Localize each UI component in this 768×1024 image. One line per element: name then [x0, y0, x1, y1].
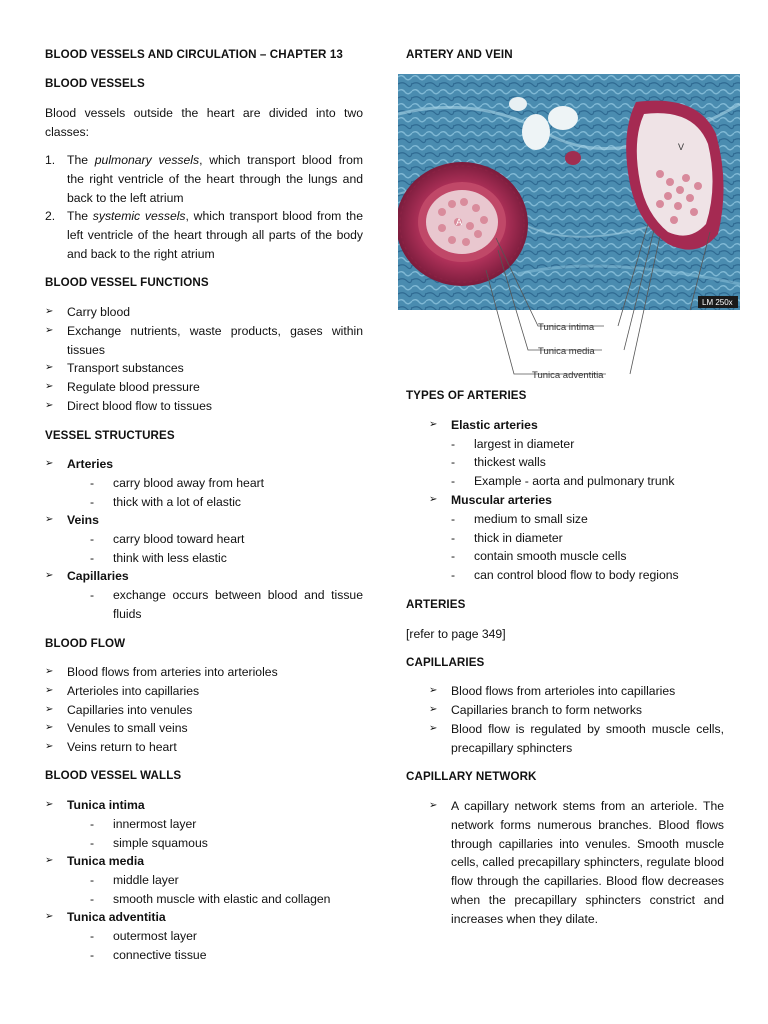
- arrow-bullet-icon: ➢: [429, 800, 438, 811]
- dash-bullet: -: [451, 474, 456, 488]
- sub-item-text: Example - aorta and pulmonary trunk: [474, 474, 675, 488]
- arrow-bullet-icon: ➢: [45, 325, 54, 336]
- list-item-text: Veins return to heart: [67, 740, 177, 754]
- dash-bullet: -: [90, 836, 95, 850]
- callout-tunica-media: Tunica media: [538, 346, 595, 357]
- list-item-text: Capillaries branch to form networks: [451, 703, 643, 717]
- group-tunica-intima: [45, 796, 363, 815]
- heading-artery-and-vein: ARTERY AND VEIN: [406, 48, 513, 61]
- sub-item-text: largest in diameter: [474, 437, 575, 451]
- term-pulmonary-vessels: pulmonary vessels: [94, 153, 200, 167]
- heading-capillaries: CAPILLARIES: [406, 656, 485, 669]
- arrow-bullet-icon: ➢: [45, 458, 54, 469]
- list-item-text: Carry blood: [67, 305, 130, 319]
- dash-bullet: -: [451, 549, 456, 563]
- dash-bullet: -: [451, 531, 456, 545]
- arrow-bullet-icon: ➢: [429, 723, 438, 734]
- dash-bullet: -: [90, 873, 95, 887]
- arrow-bullet-icon: ➢: [45, 666, 54, 677]
- list-item-text: Capillaries into venules: [67, 703, 193, 717]
- list-item-text: Regulate blood pressure: [67, 380, 200, 394]
- list-item: [45, 303, 363, 322]
- sub-item: [90, 890, 363, 909]
- list-item-systemic: [45, 207, 363, 263]
- sub-item-text: exchange occurs between blood and tissue fluids: [113, 588, 363, 621]
- arrow-bullet-icon: ➢: [45, 381, 54, 392]
- sub-item-text: thick with a lot of elastic: [113, 495, 242, 509]
- list-item: [429, 701, 724, 720]
- vein-label: V: [678, 142, 685, 152]
- arrow-bullet-icon: ➢: [429, 685, 438, 696]
- sub-item-text: carry blood toward heart: [113, 532, 245, 546]
- sub-item-text: outermost layer: [113, 929, 197, 943]
- sub-item-text: connective tissue: [113, 948, 207, 962]
- dash-bullet: -: [90, 588, 95, 602]
- sub-item: [90, 834, 363, 853]
- arrow-bullet-icon: ➢: [45, 514, 54, 525]
- group-muscular-arteries: [429, 491, 724, 510]
- sub-item: [90, 871, 363, 890]
- group-capillaries: [45, 567, 363, 586]
- dash-bullet: -: [90, 948, 95, 962]
- sub-item: [451, 547, 724, 566]
- group-label: Elastic arteries: [451, 418, 538, 432]
- list-item-text: Venules to small veins: [67, 721, 188, 735]
- list-item: [45, 719, 363, 738]
- artery-label: A: [456, 217, 463, 227]
- list-item-text: Arterioles into capillaries: [67, 684, 200, 698]
- term-systemic-vessels: systemic vessels: [92, 209, 186, 223]
- arrow-bullet-icon: ➢: [45, 704, 54, 715]
- arrow-bullet-icon: ➢: [45, 911, 54, 922]
- dash-bullet: -: [451, 568, 456, 582]
- arrow-bullet-icon: ➢: [45, 400, 54, 411]
- group-label: Veins: [67, 513, 99, 527]
- list-item: [429, 682, 724, 701]
- arrow-bullet-icon: ➢: [45, 306, 54, 317]
- list-item: [45, 738, 363, 757]
- document-title: BLOOD VESSELS AND CIRCULATION – CHAPTER 13: [45, 48, 343, 61]
- group-label: Tunica media: [67, 854, 144, 868]
- blood-vessels-intro: Blood vessels outside the heart are divided into two classes:: [45, 106, 363, 139]
- list-item: [45, 701, 363, 720]
- dash-bullet: -: [90, 929, 95, 943]
- sub-item-text: contain smooth muscle cells: [474, 549, 627, 563]
- sub-item: [90, 946, 363, 965]
- paragraph-text: A capillary network stems from an arteriole. The network forms numerous branches. Blood flows through capillaries into venules. Smooth muscle cells, called precapillary sphincters, regulate blood flow through the capillaries. Blood flow decreases when the precapillary sphincters constrict and increases when they dilate.: [451, 799, 724, 926]
- sub-item: [90, 586, 363, 624]
- text-fragment: , which transport blood from the left ventricle of the heart through all parts of the body and back to the right atrium: [67, 209, 363, 261]
- arrow-bullet-icon: ➢: [45, 855, 54, 866]
- arrow-bullet-icon: ➢: [429, 419, 438, 430]
- arrow-bullet-icon: ➢: [429, 704, 438, 715]
- group-label: Arteries: [67, 457, 114, 471]
- list-item: [45, 322, 363, 360]
- heading-functions: BLOOD VESSEL FUNCTIONS: [45, 276, 209, 289]
- list-item: [45, 397, 363, 416]
- heading-vessel-structures: VESSEL STRUCTURES: [45, 429, 175, 442]
- sub-item: [451, 472, 724, 491]
- dash-bullet: -: [451, 455, 456, 469]
- list-item: [45, 663, 363, 682]
- text-fragment: , which transport blood from the right ventricle of the heart through the lungs and back to the left atrium: [67, 153, 363, 205]
- group-label: Tunica adventitia: [67, 910, 166, 924]
- group-label: Capillaries: [67, 569, 129, 583]
- dash-bullet: -: [90, 551, 95, 565]
- sub-item-text: carry blood away from heart: [113, 476, 265, 490]
- sub-item: [90, 549, 363, 568]
- sub-item-text: smooth muscle with elastic and collagen: [113, 892, 331, 906]
- magnification-label: LM 250x: [702, 298, 733, 307]
- list-number: 2.: [45, 209, 56, 223]
- heading-blood-flow: BLOOD FLOW: [45, 637, 126, 650]
- sub-item: [90, 493, 363, 512]
- sub-item: [451, 566, 724, 585]
- dash-bullet: -: [451, 512, 456, 526]
- artery-vein-micrograph-figure: [398, 74, 740, 384]
- list-item-pulmonary: [45, 151, 363, 207]
- list-item: [45, 682, 363, 701]
- list-item-text: Exchange nutrients, waste products, gases within tissues: [67, 324, 363, 357]
- dash-bullet: -: [90, 817, 95, 831]
- group-veins: [45, 511, 363, 530]
- list-item-text: Direct blood flow to tissues: [67, 399, 212, 413]
- list-item-text: Blood flow is regulated by smooth muscle cells, precapillary sphincters: [451, 722, 724, 755]
- sub-item-text: can control blood flow to body regions: [474, 568, 679, 582]
- arrow-bullet-icon: ➢: [45, 799, 54, 810]
- text-fragment: The: [67, 209, 93, 223]
- dash-bullet: -: [451, 437, 456, 451]
- arrow-bullet-icon: ➢: [45, 685, 54, 696]
- sub-item: [451, 453, 724, 472]
- heading-arteries: ARTERIES: [406, 598, 466, 611]
- dash-bullet: -: [90, 892, 95, 906]
- sub-item-text: middle layer: [113, 873, 179, 887]
- heading-blood-vessel-walls: BLOOD VESSEL WALLS: [45, 769, 182, 782]
- list-number: 1.: [45, 153, 56, 167]
- callout-tunica-intima: Tunica intima: [538, 322, 595, 333]
- sub-item-text: thick in diameter: [474, 531, 563, 545]
- sub-item-text: medium to small size: [474, 512, 588, 526]
- sub-item: [90, 530, 363, 549]
- group-arteries: [45, 455, 363, 474]
- sub-item-text: innermost layer: [113, 817, 197, 831]
- heading-capillary-network: CAPILLARY NETWORK: [406, 770, 537, 783]
- sub-item: [90, 474, 363, 493]
- dash-bullet: -: [90, 495, 95, 509]
- capillary-network-paragraph: [429, 797, 724, 929]
- list-item-text: Transport substances: [67, 361, 184, 375]
- group-tunica-media: [45, 852, 363, 871]
- arrow-bullet-icon: ➢: [45, 741, 54, 752]
- dash-bullet: -: [90, 532, 95, 546]
- group-label: Muscular arteries: [451, 493, 552, 507]
- sub-item-text: think with less elastic: [113, 551, 227, 565]
- text-fragment: The: [67, 153, 95, 167]
- group-label: Tunica intima: [67, 798, 145, 812]
- group-tunica-adventitia: [45, 908, 363, 927]
- arteries-page-reference: [refer to page 349]: [406, 627, 506, 641]
- sub-item: [451, 529, 724, 548]
- group-elastic-arteries: [429, 416, 724, 435]
- list-item: [45, 378, 363, 397]
- arrow-bullet-icon: ➢: [45, 722, 54, 733]
- heading-types-of-arteries: TYPES OF ARTERIES: [406, 389, 527, 402]
- sub-item-text: thickest walls: [474, 455, 546, 469]
- sub-item-text: simple squamous: [113, 836, 208, 850]
- arrow-bullet-icon: ➢: [45, 570, 54, 581]
- list-item: [45, 359, 363, 378]
- sub-item: [451, 510, 724, 529]
- sub-item: [90, 927, 363, 946]
- arrow-bullet-icon: ➢: [45, 362, 54, 373]
- arrow-bullet-icon: ➢: [429, 494, 438, 505]
- list-item-text: Blood flows from arterioles into capillaries: [451, 684, 676, 698]
- micrograph-svg: [398, 74, 740, 384]
- list-item: [429, 720, 724, 758]
- sub-item: [90, 815, 363, 834]
- sub-item: [451, 435, 724, 454]
- list-item-text: Blood flows from arteries into arterioles: [67, 665, 278, 679]
- dash-bullet: -: [90, 476, 95, 490]
- heading-blood-vessels: BLOOD VESSELS: [45, 77, 145, 90]
- micrograph-image: [398, 74, 740, 310]
- callout-tunica-adventitia: Tunica adventitia: [532, 370, 604, 381]
